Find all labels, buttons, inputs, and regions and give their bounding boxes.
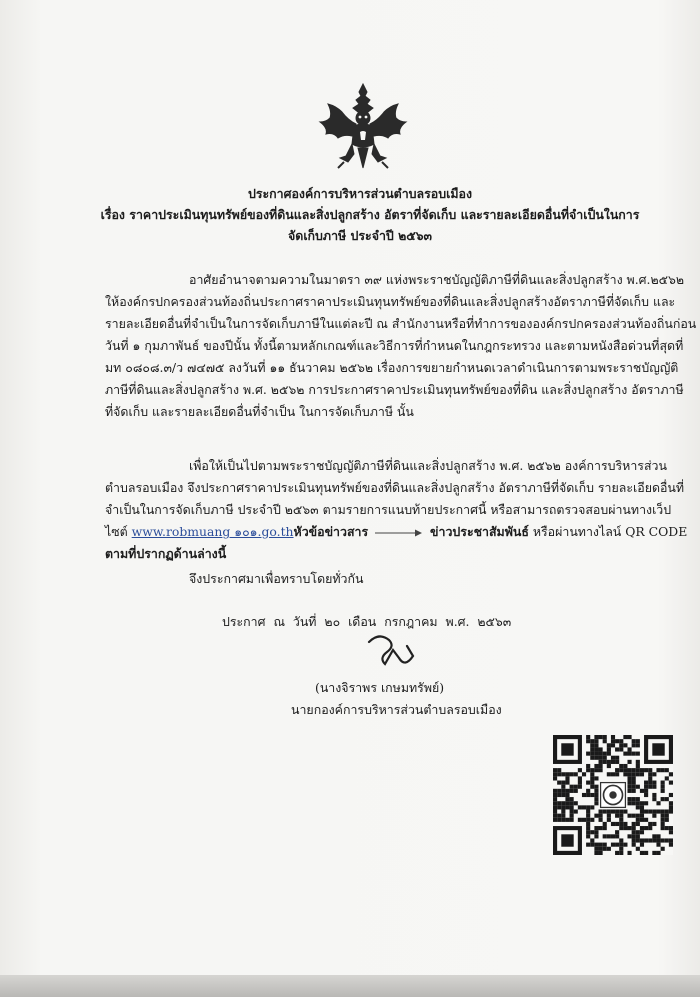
subject-line-2: จัดเก็บภาษี ประจำปี ๒๕๖๓ [288,228,432,243]
para1-line: ให้องค์กรปกครองส่วนท้องถิ่นประกาศราคาประเมินทุนทรัพย์ของที่ดินและสิ่งปลูกสร้างอัตราภาษีที่จัดเก็บ และ [105,294,676,309]
arrow-right-icon [375,528,423,538]
announcement-title: ประกาศองค์การบริหารส่วนตำบลรอบเมือง [247,186,472,201]
para2-line: เพื่อให้เป็นไปตามพระราชบัญญัติภาษีที่ดินและสิ่งปลูกสร้าง พ.ศ. ๒๕๖๒ องค์การบริหารส่วน [189,458,667,473]
para1-line: มท ๐๘๐๘.๓/ว ๗๔๗๕ ลงวันที่ ๑๑ ธันวาคม ๒๕๖๒ เรื่องการขยายกำหนดเวลาดำเนินการตามพระราชบัญญัติ [105,360,679,375]
para2-website-line [105,522,687,542]
line-qr-text: หรือผ่านทางไลน์ QR CODE [532,524,688,539]
announcement-subject [70,205,670,225]
para2-line: ตำบลรอบเมือง จึงประกาศราคาประเมินทุนทรัพย์ของที่ดินและสิ่งปลูกสร้าง อัตราภาษีที่จัดเก็บ รายละเอียดอื่นที่ [105,480,685,495]
scan-edge [0,975,700,997]
website-link[interactable]: www.robmuang ๑๐๑.go.th [131,524,294,539]
menu-news-topics: หัวข้อข่าวสาร [293,524,369,539]
signer-name: (นางจิราพร เกษมทรัพย์) [315,680,445,695]
signature-icon [355,630,425,674]
subject-prefix: เรื่อง [100,207,125,222]
garuda-emblem-icon [318,82,408,174]
date-line: ประกาศ ณ วันที่ ๒๐ เดือน กรกฎาคม พ.ศ. ๒๕๖๓ [222,614,512,629]
para1-line: รายละเอียดอื่นที่จำเป็นในการจัดเก็บภาษีในแต่ละปี ณ สำนักงานหรือที่ทำการขององค์กรปกครองส่วนท้องถิ่นก่อน [105,316,697,331]
announce-line: จึงประกาศมาเพื่อทราบโดยทั่วกัน [189,571,364,586]
qr-code-icon[interactable] [553,735,673,855]
para2-line: ตามที่ปรากฏด้านล่างนี้ [105,546,227,561]
para1-line: อาศัยอำนาจตามความในมาตรา ๓๙ แห่งพระราชบัญญัติภาษีที่ดินและสิ่งปลูกสร้าง พ.ศ.๒๕๖๒ [189,272,685,287]
menu-press-release: ข่าวประชาสัมพันธ์ [430,524,529,539]
para1-line: ภาษีที่ดินและสิ่งปลูกสร้าง พ.ศ. ๒๕๖๒ การประกาศราคาประเมินทุนทรัพย์ของที่ดิน และสิ่งปลูกสร้าง อัตราภาษี [105,382,684,397]
subject-line-1: ราคาประเมินทุนทรัพย์ของที่ดินและสิ่งปลูกสร้าง อัตราที่จัดเก็บ และรายละเอียดอื่นที่จำเป็นในการ [129,207,640,222]
website-prefix: ไซต์ [105,524,128,539]
para1-line: ที่จัดเก็บ และรายละเอียดอื่นที่จำเป็น ในการจัดเก็บภาษี นั้น [105,404,414,419]
signer-position: นายกองค์การบริหารส่วนตำบลรอบเมือง [291,702,502,717]
para2-line: จำเป็นในการจัดเก็บภาษี ประจำปี ๒๕๖๓ ตามรายการแนบท้ายประกาศนี้ หรือสามารถตรวจสอบผ่านทางเว็ป [105,502,672,517]
para1-line: วันที่ ๑ กุมภาพันธ์ ของปีนั้น ทั้งนี้ตามหลักเกณฑ์และวิธีการที่กำหนดในกฎกระทรวง และตามหนังสือด่วนที่สุดที่ [105,338,684,353]
